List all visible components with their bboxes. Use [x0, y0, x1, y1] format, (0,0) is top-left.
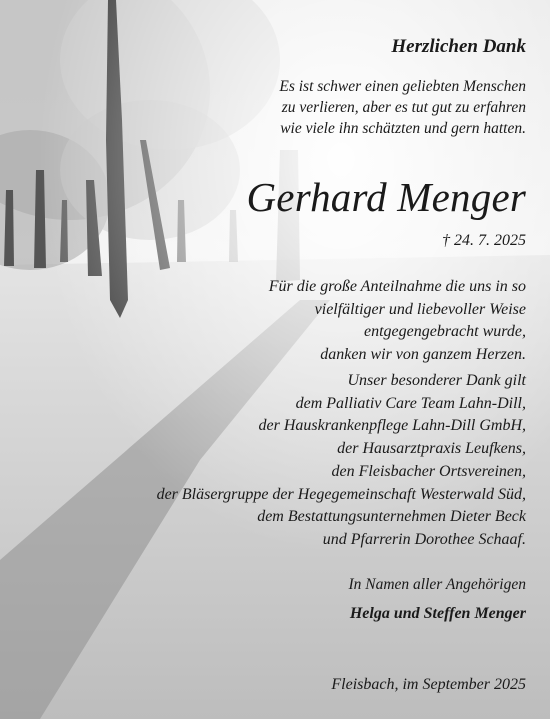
special-thanks-line: dem Bestattungsunternehmen Dieter Beck — [257, 508, 526, 526]
place-date: Fleisbach, im September 2025 — [331, 676, 526, 693]
special-thanks-line: und Pfarrerin Dorothee Schaaf. — [322, 530, 526, 548]
thanks-line: vielfältiger und liebevoller Weise — [314, 300, 526, 318]
thanks-line: entgegengebracht wurde, — [363, 323, 526, 341]
special-thanks-line: der Bläsergruppe der Hegegemeinschaft Westerwald Süd, — [156, 485, 526, 503]
quote-line: Es ist schwer einen geliebten Menschen — [279, 78, 526, 95]
family-names: Helga und Steffen Menger — [349, 605, 526, 622]
family-label: In Namen aller Angehörigen — [348, 576, 526, 593]
thanks-line: danken wir von ganzem Herzen. — [320, 346, 526, 364]
deceased-name: Gerhard Menger — [246, 174, 526, 220]
quote-line: zu verlieren, aber es tut gut zu erfahren — [281, 99, 526, 116]
special-thanks-line: der Hausarztpraxis Leufkens, — [337, 440, 526, 458]
special-thanks-line: Unser besonderer Dank gilt — [347, 372, 526, 389]
memorial-quote — [279, 76, 526, 139]
special-thanks-line: dem Palliativ Care Team Lahn-Dill, — [295, 394, 526, 412]
special-thanks-line: der Hauskrankenpflege Lahn-Dill GmbH, — [258, 417, 526, 435]
quote-line: wie viele ihn schätzten und gern hatten. — [280, 120, 526, 137]
special-thanks-paragraph — [157, 370, 526, 552]
thanks-line: Für die große Anteilnahme die uns in so — [268, 278, 526, 295]
thanks-paragraph — [269, 276, 526, 367]
death-date: † 24. 7. 2025 — [442, 232, 526, 249]
special-thanks-line: den Fleisbacher Ortsvereinen, — [331, 462, 526, 480]
heading: Herzlichen Dank — [391, 36, 526, 57]
obituary-text — [40, 0, 526, 719]
